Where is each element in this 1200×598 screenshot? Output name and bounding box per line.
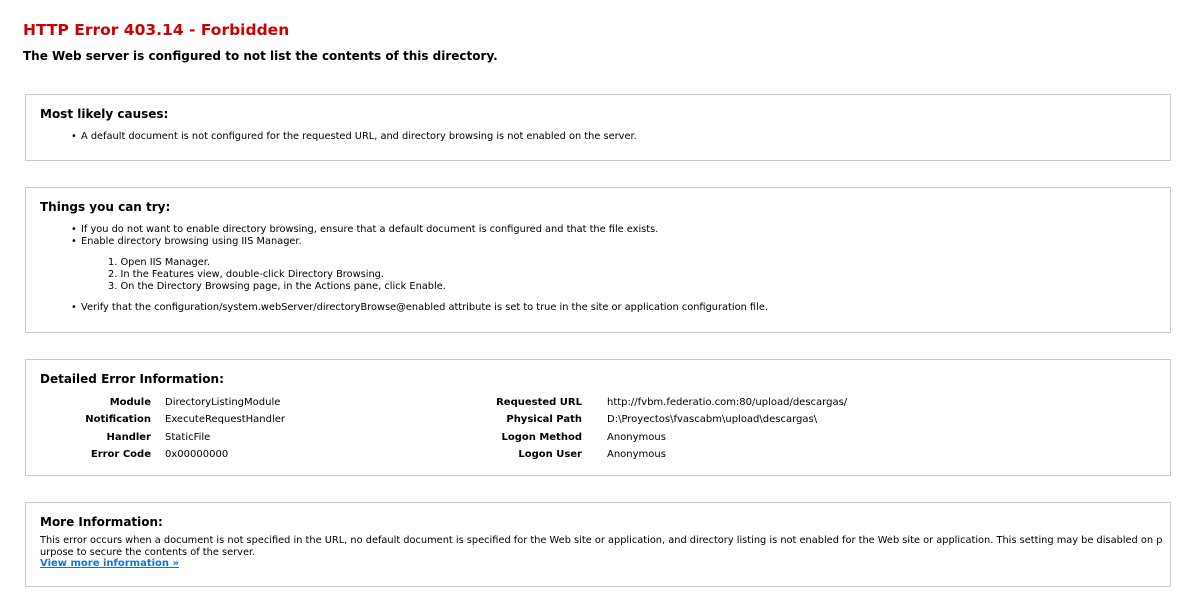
try-list xyxy=(71,224,658,248)
detail-value: D:\Proyectos\fvascabm\upload\descargas\ xyxy=(607,414,818,426)
detail-label: Notification xyxy=(85,414,151,426)
causes-section xyxy=(25,94,1171,161)
list-item: • A default document is not configured for the requested URL, and directory browsing is not enabled on the server. xyxy=(71,131,637,143)
table-row xyxy=(40,446,285,463)
error-title: HTTP Error 403.14 - Forbidden xyxy=(23,21,290,39)
detail-label: Requested URL xyxy=(496,397,582,409)
try-heading: Things you can try: xyxy=(40,200,171,214)
try-section xyxy=(25,187,1171,333)
causes-heading: Most likely causes: xyxy=(40,107,169,121)
detail-label: Physical Path xyxy=(506,414,582,426)
detail-value: http://fvbm.federatio.com:80/upload/descargas/ xyxy=(607,397,848,409)
details-table-left xyxy=(40,394,285,463)
detail-value: Anonymous xyxy=(607,449,666,461)
detail-value: StaticFile xyxy=(165,431,211,443)
causes-list xyxy=(71,131,637,143)
table-row xyxy=(426,429,847,446)
table-row xyxy=(426,446,847,463)
detail-value: 0x00000000 xyxy=(165,449,229,461)
table-row xyxy=(426,411,847,428)
more-description: This error occurs when a document is not specified in the URL, no default document is specified for the Web site or application, and directory listing is not enabled for the Web site or application. This setting may be disabled on purpose to secure the contents of the server. xyxy=(40,535,1163,558)
table-row xyxy=(426,394,847,411)
more-section xyxy=(25,502,1171,587)
detail-label: Error Code xyxy=(90,449,151,461)
details-heading: Detailed Error Information: xyxy=(40,372,224,386)
steps-list xyxy=(108,257,446,293)
detail-label: Handler xyxy=(106,431,151,443)
detail-value: Anonymous xyxy=(607,431,666,443)
details-table-right xyxy=(426,394,847,463)
table-row xyxy=(40,429,285,446)
details-section xyxy=(25,359,1171,476)
list-item: • Enable directory browsing using IIS Manager. xyxy=(71,236,658,248)
detail-label: Module xyxy=(109,397,151,409)
detail-label: Logon User xyxy=(518,449,582,461)
list-item: • If you do not want to enable directory browsing, ensure that a default document is configured and that the file exists. xyxy=(71,224,658,236)
error-subtitle: The Web server is configured to not list the contents of this directory. xyxy=(23,49,498,63)
detail-value: ExecuteRequestHandler xyxy=(165,414,285,426)
detail-label: Logon Method xyxy=(501,431,582,443)
try-list-extra xyxy=(71,302,768,314)
step-item: 3. On the Directory Browsing page, in the Actions pane, click Enable. xyxy=(108,281,446,292)
view-more-information-link[interactable]: View more information » xyxy=(40,558,179,569)
table-row xyxy=(40,394,285,411)
detail-value: DirectoryListingModule xyxy=(165,397,281,409)
more-heading: More Information: xyxy=(40,515,163,529)
step-item: 2. In the Features view, double-click Directory Browsing. xyxy=(108,269,384,280)
table-row xyxy=(40,411,285,428)
list-item: • Verify that the configuration/system.webServer/directoryBrowse@enabled attribute is set to true in the site or application configuration file. xyxy=(71,302,768,314)
step-item: 1. Open IIS Manager. xyxy=(108,257,211,268)
